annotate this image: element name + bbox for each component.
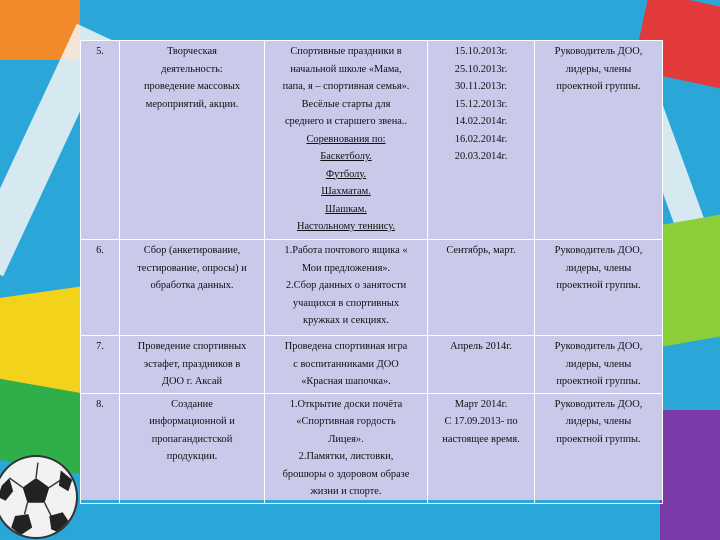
responsible-cell: Руководитель ДОО, лидеры, члены проектной группы. bbox=[535, 393, 663, 503]
activity-cell: Проведение спортивных эстафет, праздников в ДОО г. Аксай bbox=[120, 336, 265, 394]
dates-cell: Апрель 2014г. bbox=[428, 336, 535, 394]
activity-cell: Сбор (анкетирование, тестирование, опросы) и обработка данных. bbox=[120, 240, 265, 336]
content-cell: Проведена спортивная игра с воспитанниками ДОО «Красная шапочка». bbox=[265, 336, 428, 394]
dates-cell: 15.10.2013г. 25.10.2013г. 30.11.2013г. 15.12.2013г. 14.02.2014г. 16.02.2014г. 20.03.2014г. bbox=[428, 41, 535, 240]
responsible-cell: Руководитель ДОО, лидеры, члены проектной группы. bbox=[535, 336, 663, 394]
content-cell: Спортивные праздники в начальной школе «Мама, папа, я – спортивная семья». Весёлые старты для среднего и старшего звена.. Соревнования по: Баскетболу. Футболу. Шахматам. Шашкам. Настольному теннису. bbox=[265, 41, 428, 240]
responsible-cell: Руководитель ДОО, лидеры, члены проектной группы. bbox=[535, 41, 663, 240]
activity-cell: Создание информационной и пропагандистской продукции. bbox=[120, 393, 265, 503]
table-row bbox=[81, 336, 663, 394]
soccer-ball-icon bbox=[0, 455, 78, 539]
row-number: 6. bbox=[81, 240, 120, 336]
content-cell: 1.Работа почтового ящика « Мои предложения». 2.Сбор данных о занятости учащихся в спортивных кружках и секциях. bbox=[265, 240, 428, 336]
activity-cell: Творческая деятельность: проведение массовых мероприятий, акции. bbox=[120, 41, 265, 240]
content-cell: 1.Открытие доски почёта «Спортивная гордость Лицея». 2.Памятки, листовки, брошюры о здоровом образе жизни и спорте. bbox=[265, 393, 428, 503]
row-number: 5. bbox=[81, 41, 120, 240]
table-row bbox=[81, 41, 663, 240]
row-number: 8. bbox=[81, 393, 120, 503]
activity-plan-table bbox=[80, 40, 663, 504]
table-row bbox=[81, 393, 663, 503]
row-number: 7. bbox=[81, 336, 120, 394]
responsible-cell: Руководитель ДОО, лидеры, члены проектной группы. bbox=[535, 240, 663, 336]
dates-cell: Март 2014г. С 17.09.2013- по настоящее время. bbox=[428, 393, 535, 503]
table-row bbox=[81, 240, 663, 336]
background-shape bbox=[660, 410, 720, 540]
dates-cell: Сентябрь, март. bbox=[428, 240, 535, 336]
plan-table-panel bbox=[80, 40, 662, 500]
